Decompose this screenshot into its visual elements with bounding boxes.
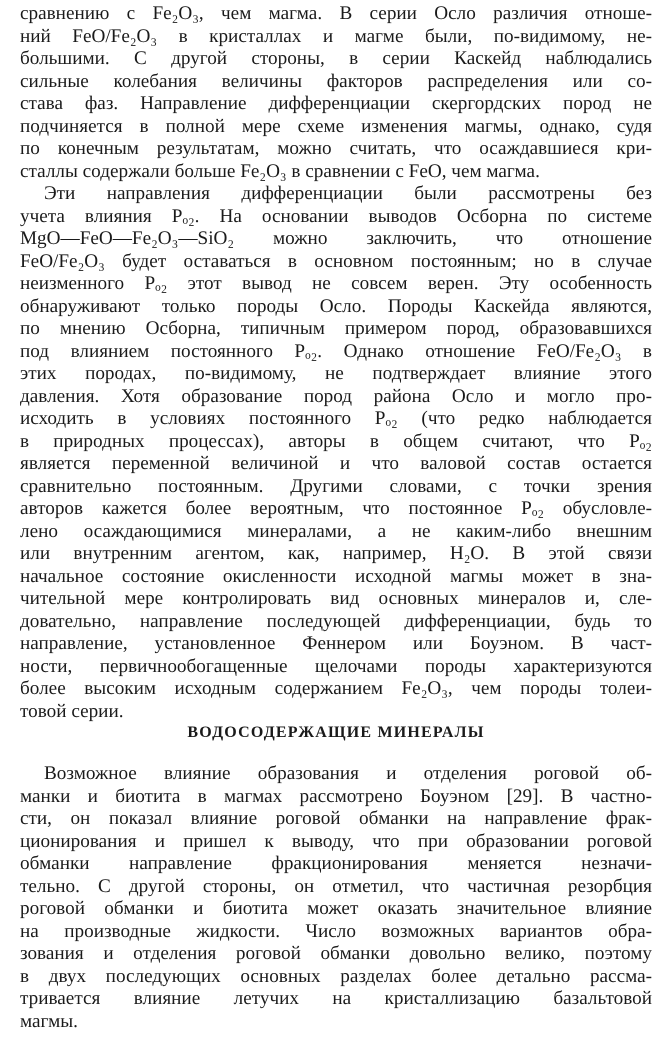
text-line: тельно. С другой стороны, он отметил, что частичная резорбция — [20, 875, 652, 897]
text-line: FeO/Fe₂O₃ будет оставаться в основном постоянным; но в случае — [20, 250, 652, 272]
text-line: сильные колебания величины факторов распределения или со- — [20, 70, 652, 92]
text-line: начальное состояние окисленности исходной магмы может в зна- — [20, 565, 652, 587]
text-line: магмы. — [20, 1010, 78, 1032]
text-line: в двух последующих основных разделах более детально рассма- — [20, 965, 652, 987]
text-line: манки и биотита в магмах рассмотрено Боуэном [29]. В частно- — [20, 785, 652, 807]
text-line: или внутренним агентом, как, например, H₂O. В этой связи — [20, 543, 652, 564]
text-line: под влиянием постоянного Pₒ₂. Однако отношение FeO/Fe₂O₃ в — [20, 340, 652, 362]
text-line: на производные жидкости. Число возможных вариантов обра- — [20, 920, 652, 942]
text-line: довательно, направление последующей дифференциации, будь то — [20, 610, 652, 632]
text-line: давления. Хотя образование пород района Осло и могло про- — [20, 385, 652, 407]
text-line: Возможное влияние образования и отделения роговой об- — [44, 763, 652, 784]
section-oxidation-text — [20, 0, 652, 723]
section-heading: ВОДОСОДЕРЖАЩИЕ МИНЕРАЛЫ — [187, 724, 485, 741]
text-line: в природных процессах), авторы в общем считают, что Pₒ₂ — [20, 430, 652, 452]
text-line: става фаз. Направление дифференциации скергордских пород не — [20, 93, 652, 114]
text-line: исходить в условиях постоянного Pₒ₂ (что редко наблюдается — [20, 408, 652, 429]
text-line: является переменной величиной и что валовой состав остается — [20, 453, 652, 474]
text-line: тривается влияние летучих на кристаллизацию базальтовой — [20, 988, 652, 1009]
text-line: обнаруживают только породы Осло. Породы Каскейда являются, — [20, 295, 652, 317]
text-line: сти, он показал влияние роговой обманки на направление фрак- — [20, 808, 652, 829]
text-line: обманки направление фракционирования меняется незначи- — [20, 853, 652, 874]
paragraph-hornblende-biotite — [20, 763, 652, 1033]
text-line: зования и отделения роговой обманки довольно велико, поэтому — [20, 943, 652, 964]
text-line: ности, первичнообогащенные щелочами породы характеризуются — [20, 655, 652, 677]
text-line: ционирования и пришел к выводу, что при образовании роговой — [20, 830, 652, 852]
text-line: более высоким исходным содержанием Fe₂O₃, чем породы толеи- — [20, 678, 652, 699]
section-water-minerals-text — [20, 763, 652, 1033]
text-line: сравнительно постоянным. Другими словами, с точки зрения — [20, 475, 652, 497]
paragraph-differentiation-oslo-cascade — [20, 3, 652, 183]
text-line: авторов кажется более вероятным, что постоянное Pₒ₂ обусловле- — [20, 498, 652, 519]
text-line: сравнению с Fe₂O₃, чем магма. В серии Осло различия отноше- — [20, 3, 652, 24]
text-line: подчиняется в полной мере схеме изменения магмы, однако, судя — [20, 115, 652, 137]
text-line: MgO—FeO—Fe₂O₃—SiO₂ можно заключить, что отношение — [20, 228, 652, 249]
text-line: учета влияния Pₒ₂. На основании выводов Осборна по системе — [20, 205, 652, 227]
text-line: ний FeO/Fe₂O₃ в кристаллах и магме были, по-видимому, не- — [20, 25, 652, 47]
text-line: лено осаждающимися минералами, а не каким-либо внешним — [20, 520, 652, 542]
text-line: большими. С другой стороны, в серии Каскейд наблюдались — [20, 48, 652, 69]
text-line: чительной мере контролировать вид основных минералов и, сле- — [20, 588, 652, 609]
text-line: роговой обманки и биотита может оказать значительное влияние — [20, 898, 652, 919]
text-line: товой серии. — [20, 700, 124, 722]
text-line: неизменного Pₒ₂ этот вывод не совсем верен. Эту особенность — [20, 273, 652, 294]
text-line: Эти направления дифференциации были рассмотрены без — [44, 183, 652, 204]
text-line: сталлы содержали больше Fe₂O₃ в сравнении с FeO, чем магма. — [20, 160, 540, 182]
text-line: направление, установленное Феннером или Боуэном. В част- — [20, 633, 652, 654]
text-line: по мнению Осборна, типичным примером пород, образовавшихся — [20, 318, 652, 339]
text-line: этих породах, по-видимому, не подтверждает влияние этого — [20, 363, 652, 384]
paragraph-po2-influence — [20, 183, 652, 723]
text-line: по конечным результатам, можно считать, что осаждавшиеся кри- — [20, 138, 652, 159]
